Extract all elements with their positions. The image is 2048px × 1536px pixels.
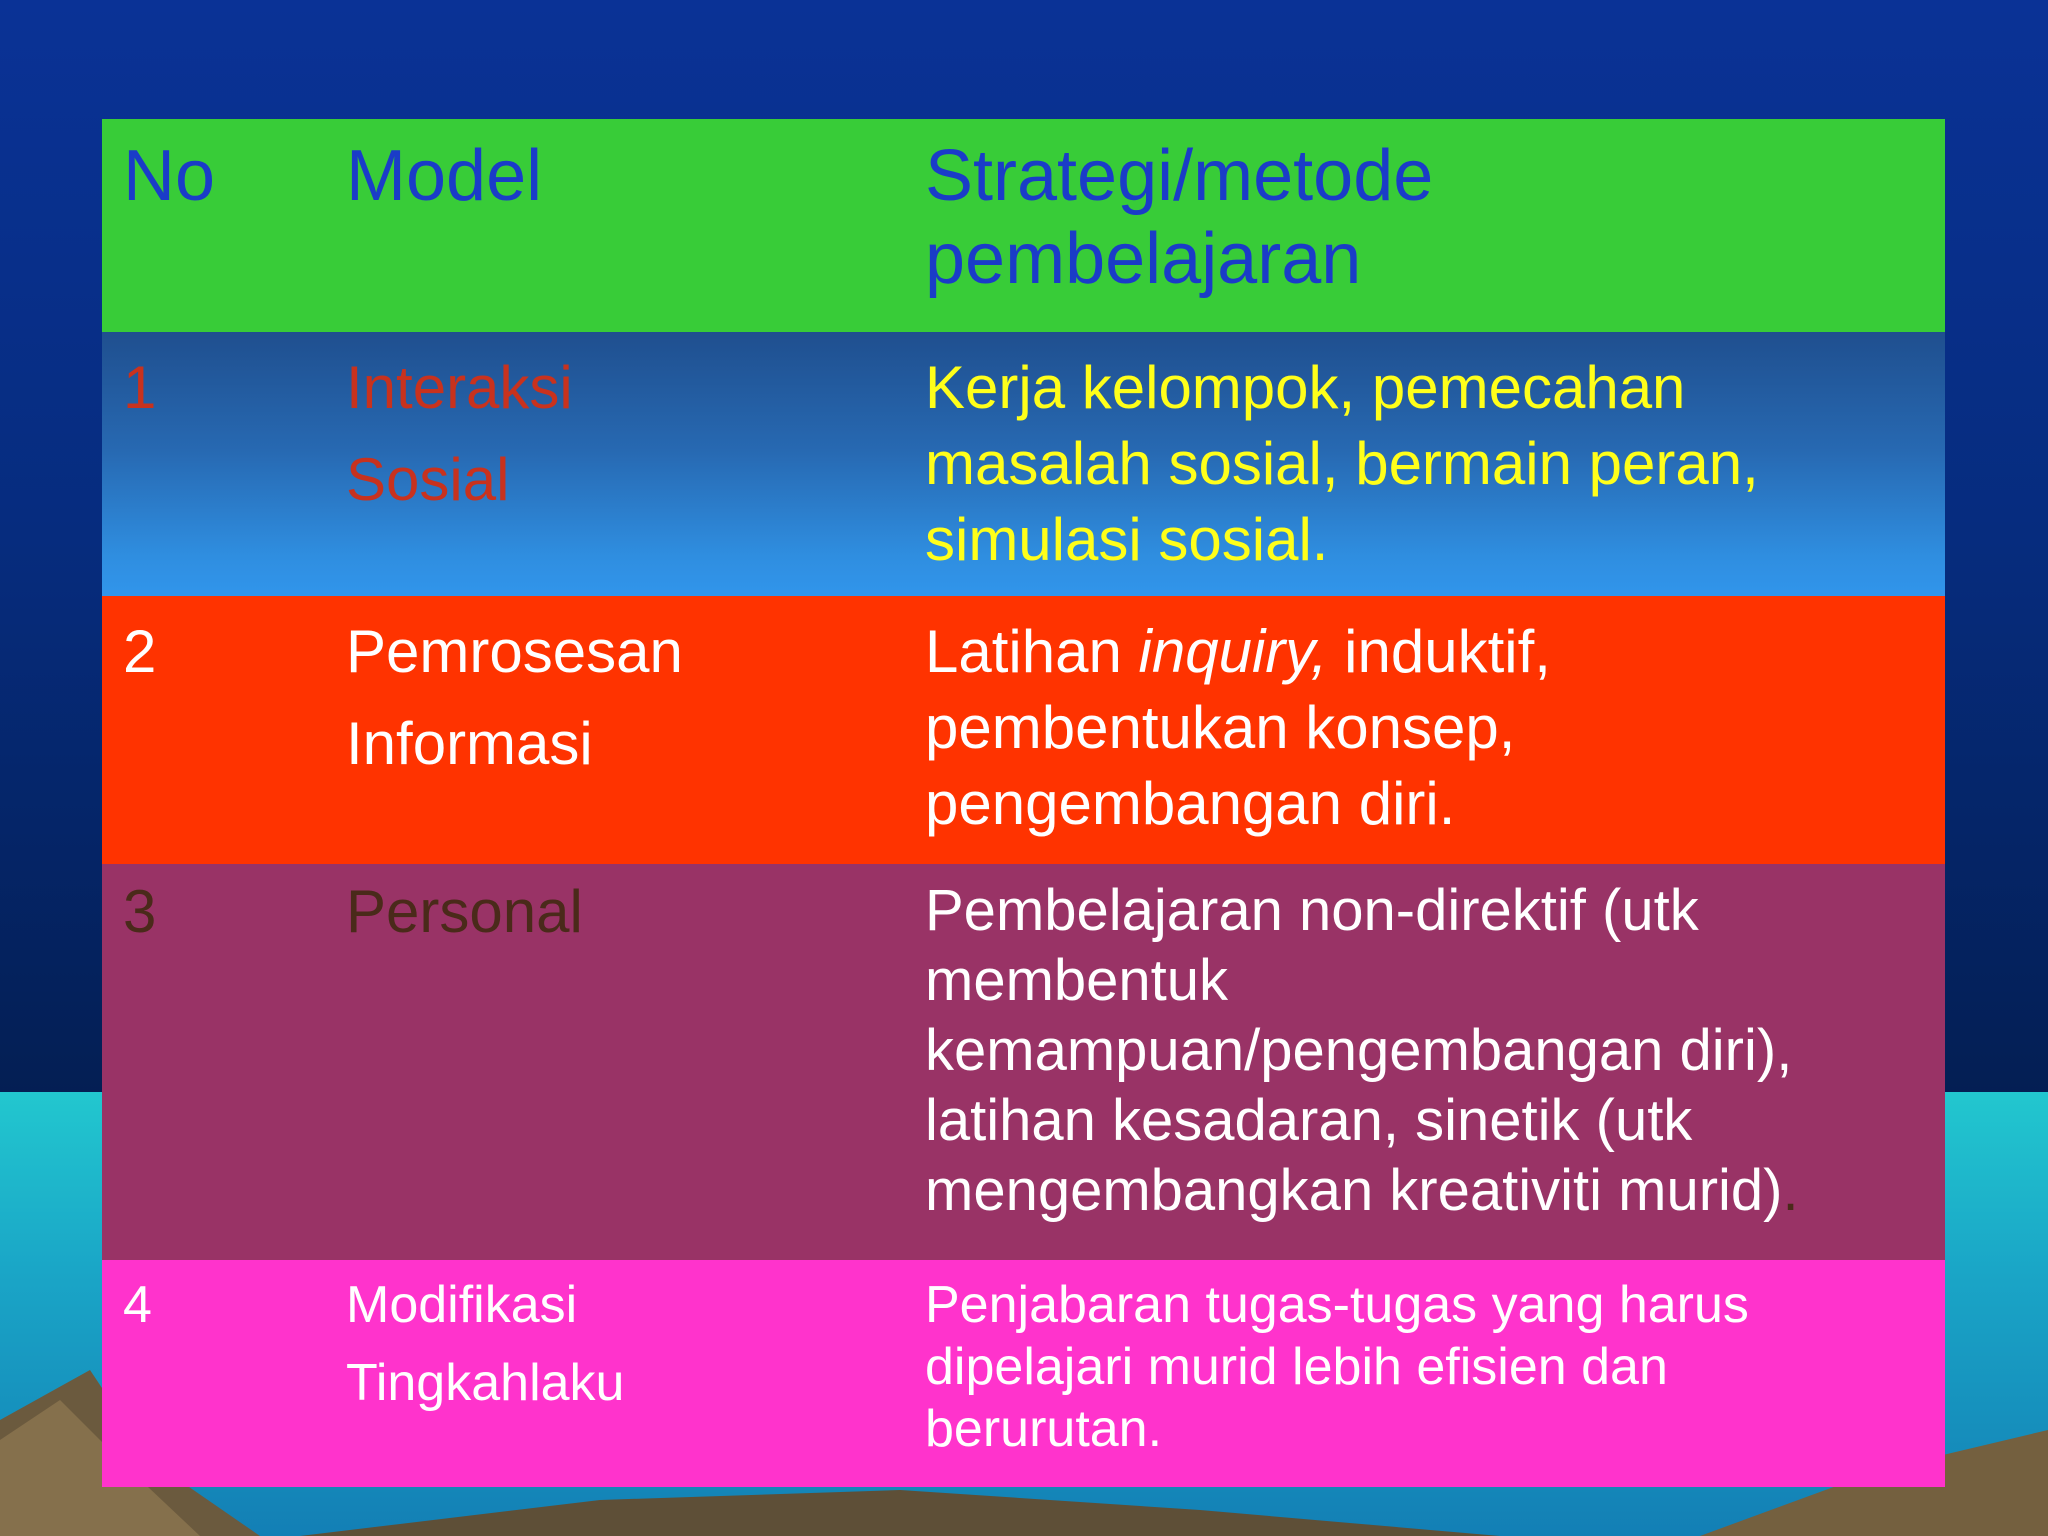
model-line: Interaksi: [346, 354, 573, 421]
row-number: 2: [123, 618, 157, 685]
model-line: Personal: [346, 878, 583, 945]
header-strategy: [925, 135, 1935, 301]
table-row: [102, 332, 1945, 596]
strategy-line: Pembelajaran non-direktif (utk: [925, 878, 1699, 943]
model-line: Modifikasi: [346, 1276, 578, 1334]
table-row: [102, 1260, 1945, 1487]
model-line: Informasi: [346, 710, 593, 777]
strategy-line: simulasi sosial.: [925, 506, 1329, 573]
strategy-line: Kerja kelompok, pemecahan: [925, 354, 1686, 421]
row-model: [346, 874, 906, 950]
row-model: [346, 1266, 906, 1422]
row-strategy: [925, 350, 1935, 578]
bottom-hill: [300, 1490, 1500, 1536]
strategy-text: Latihan: [925, 618, 1139, 685]
strategy-line-first: [925, 614, 1935, 690]
strategy-line: pembentukan konsep,: [925, 694, 1516, 761]
row-model: [346, 606, 906, 790]
strategy-line: membentuk: [925, 948, 1229, 1013]
row-number: 1: [123, 354, 157, 421]
strategy-line: latihan kesadaran, sinetik (utk: [925, 1088, 1693, 1153]
strategy-line: masalah sosial, bermain peran,: [925, 430, 1759, 497]
strategy-line: Penjabaran tugas-tugas yang harus: [925, 1276, 1749, 1334]
strategy-line: pengembangan diri.: [925, 770, 1456, 837]
header-strategy-line2: pembelajaran: [925, 218, 1362, 299]
strategy-italic-term: inquiry,: [1138, 618, 1328, 685]
row-strategy: [925, 876, 1935, 1226]
strategy-table: [102, 119, 1945, 1487]
model-line: Tingkahlaku: [346, 1354, 625, 1412]
table-header-row: [102, 119, 1945, 332]
row-number: 4: [123, 1276, 152, 1334]
strategy-text: induktif,: [1327, 618, 1551, 685]
model-line: Sosial: [346, 446, 510, 513]
row-strategy: [925, 614, 1935, 842]
strategy-line: dipelajari murid lebih efisien dan: [925, 1338, 1668, 1396]
strategy-line: kemampuan/pengembangan diri),: [925, 1018, 1793, 1083]
table-row: [102, 596, 1945, 864]
row-strategy: [925, 1274, 1935, 1460]
header-model: Model: [346, 136, 543, 216]
header-strategy-line1: Strategi/metode: [925, 136, 1434, 216]
strategy-line: berurutan.: [925, 1400, 1163, 1458]
strategy-line-last: [925, 1156, 1935, 1226]
table-row: [102, 864, 1945, 1260]
row-model: [346, 342, 906, 526]
model-line: Pemrosesan: [346, 618, 683, 685]
strategy-text: mengembangkan kreativiti murid): [925, 1158, 1783, 1223]
row-number: 3: [123, 878, 157, 945]
strategy-end-period: .: [1782, 1158, 1799, 1223]
header-no: No: [123, 136, 216, 216]
